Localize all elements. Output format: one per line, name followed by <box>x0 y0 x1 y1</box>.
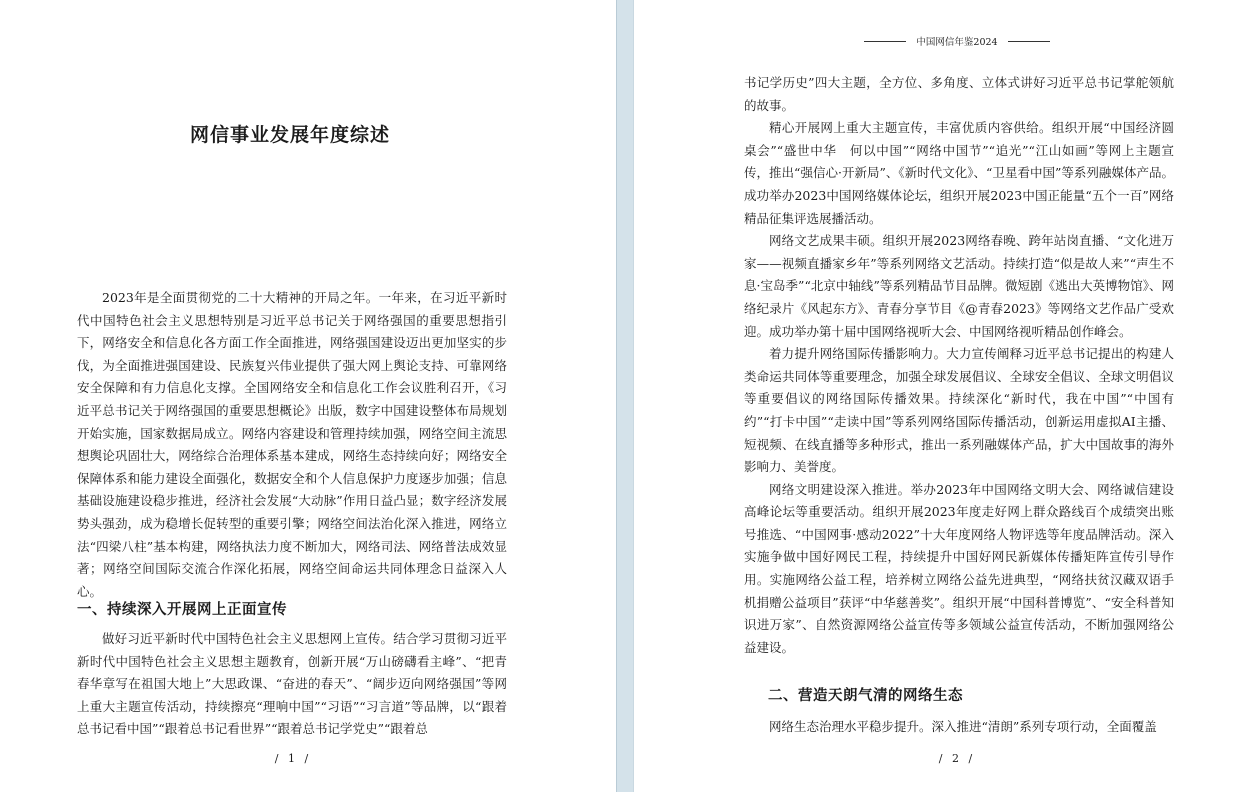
continued-paragraph: 书记学历史”四大主题，全方位、多角度、立体式讲好习近平总书记掌舵领航的故事。 <box>744 75 1174 113</box>
page-2-body <box>744 72 1174 659</box>
page-separator <box>616 0 634 792</box>
running-header-text: 中国网信年鉴2024 <box>916 37 998 48</box>
paragraph-international: 着力提升网络国际传播影响力。大力宣传阐释习近平总书记提出的构建人类命运共同体等重要理念，加强全球发展倡议、全球安全倡议、全球文明倡议等重要倡议的网络国际传播效果。持续深化“新时代，我在中国”“中国有约”“打卡中国”“走读中国”等系列网络国际传播活动，创新运用虚拟AI主播、短视频、在线直播等多种形式，推出一系列融媒体产品，扩大中国故事的海外影响力、美誉度。 <box>744 346 1174 475</box>
section-2-body <box>744 716 1174 739</box>
section-1-paragraph: 做好习近平新时代中国特色社会主义思想网上宣传。结合学习贯彻习近平新时代中国特色社会主义思想主题教育，创新开展“万山磅礴看主峰”、“把青春华章写在祖国大地上”大思政课、“奋进的春天”、“阔步迈向网络强国”等网上重大主题宣传活动，持续擦亮“理响中国”“习语”“习言道”等品牌，以“跟着总书记看中国”“跟着总书记看世界”“跟着总书记学党史”“跟着总 <box>77 631 507 737</box>
paragraph-theme-publicity: 精心开展网上重大主题宣传，丰富优质内容供给。组织开展“中国经济圆桌会”“盛世中华 何以中国”“网络中国节”“追光”“江山如画”等网上主题宣传，推出“强信心·开新局”、《新时代文化》、“卫星看中国”等系列融媒体产品。成功举办2023中国网络媒体论坛，组织开展2023中国正能量“五个一百”网络精品征集评选展播活动。 <box>744 120 1174 226</box>
intro-paragraph-block <box>77 287 507 603</box>
section-2-paragraph: 网络生态治理水平稳步提升。深入推进“清朗”系列专项行动，全面覆盖 <box>769 719 1157 734</box>
intro-paragraph: 2023年是全面贯彻党的二十大精神的开局之年。一年来，在习近平新时代中国特色社会主义思想特别是习近平总书记关于网络强国的重要思想指引下，网络安全和信息化各方面工作全面推进，网络强国建设迈出更加坚实的步伐，为全面推进强国建设、民族复兴伟业提供了强大网上舆论支持、可靠网络安全保障和有力信息化支撑。全国网络安全和信息化工作会议胜利召开，《习近平总书记关于网络强国的重要思想概论》出版，数字中国建设整体布局规划开始实施，国家数据局成立。网络内容建设和管理持续加强，网络空间主流思想舆论巩固壮大，网络综合治理体系基本建成，网络生态持续向好；网络安全保障体系和能力建设全面强化，数据安全和个人信息保护力度逐步加强；信息基础设施建设稳步推进，经济社会发展“大动脉”作用日益凸显；数字经济发展势头强劲，成为稳增长促转型的重要引擎；网络空间法治化深入推进，网络立法“四梁八柱”基本构建，网络执法力度不断加大，网络司法、网络普法成效显著；网络空间国际交流合作深化拓展，网络空间命运共同体理念日益深入人心。 <box>77 290 507 599</box>
document-page-2 <box>634 0 1240 792</box>
paragraph-network-culture: 网络文艺成果丰硕。组织开展2023网络春晚、跨年站岗直播、“文化进万家——视频直播家乡年”等系列网络文艺活动。持续打造“似是故人来”“声生不息·宝岛季”“北京中轴线”等系列精品节目品牌。微短剧《逃出大英博物馆》、网络纪录片《风起东方》、青春分享节目《@青春2023》等网络文艺作品广受欢迎。成功举办第十届中国网络视听大会、中国网络视听精品创作峰会。 <box>744 233 1174 339</box>
document-page-1 <box>0 0 616 792</box>
running-header <box>864 34 1050 48</box>
header-rule-left <box>864 41 906 42</box>
section-2-heading: 二、营造天朗气清的网络生态 <box>768 688 963 704</box>
page-number-2: / 2 / <box>938 752 976 765</box>
section-1-heading: 一、持续深入开展网上正面宣传 <box>77 602 287 618</box>
section-1-body <box>77 628 507 741</box>
paragraph-civilization: 网络文明建设深入推进。举办2023年中国网络文明大会、网络诚信建设高峰论坛等重要活动。组织开展2023年度走好网上群众路线百个成绩突出账号推选、“中国网事·感动2022”十大年度网络人物评选等年度品牌活动。深入实施争做中国好网民工程，持续提升中国好网民新媒体传播矩阵宣传引导作用。实施网络公益工程，培养树立网络公益先进典型，“网络扶贫汉藏双语手机捐赠公益项目”获评“中华慈善奖”。组织开展“中国科普博览”、“安全科普知识进万家”、自然资源网络公益宣传等多领域公益宣传活动，不断加强网络公益建设。 <box>744 481 1174 655</box>
page-number-1: / 1 / <box>274 752 312 765</box>
header-rule-right <box>1008 41 1050 42</box>
document-title: 网信事业发展年度综述 <box>189 124 390 146</box>
